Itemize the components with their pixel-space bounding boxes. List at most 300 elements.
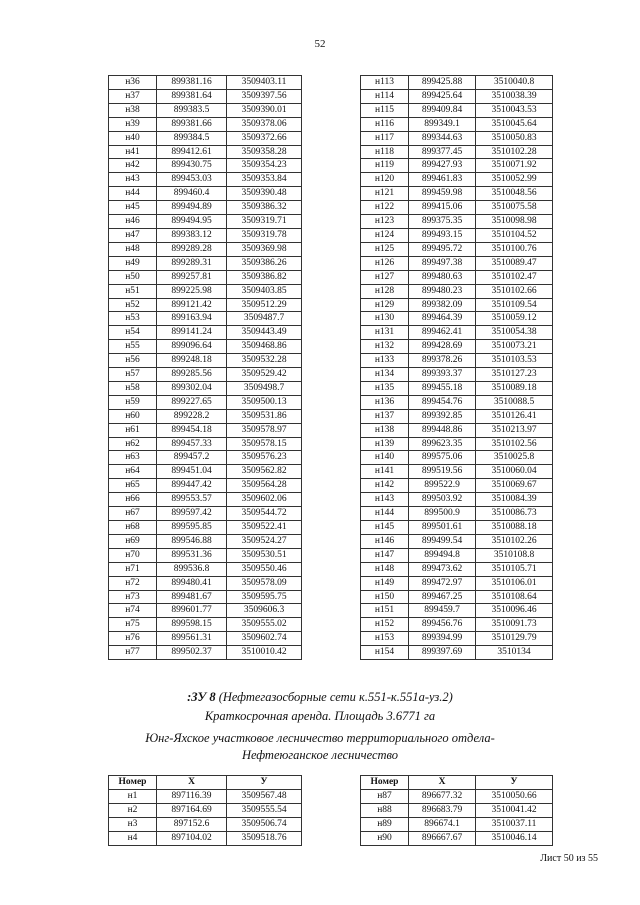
y-coordinate: 3509386.26 — [227, 256, 302, 270]
x-coordinate: 899553.57 — [157, 493, 227, 507]
point-id: н37 — [109, 89, 157, 103]
point-id: н59 — [109, 395, 157, 409]
y-coordinate: 3510054.38 — [476, 326, 553, 340]
x-coordinate: 899459.98 — [409, 187, 476, 201]
x-coordinate: 899448.86 — [409, 423, 476, 437]
x-coordinate: 899248.18 — [157, 354, 227, 368]
x-coordinate: 899494.89 — [157, 201, 227, 215]
point-id: н129 — [361, 298, 409, 312]
y-coordinate: 3510069.67 — [476, 479, 553, 493]
x-coordinate: 899455.18 — [409, 381, 476, 395]
y-coordinate: 3510040.8 — [476, 76, 553, 90]
y-coordinate: 3509358.28 — [227, 145, 302, 159]
x-coordinate: 899494.95 — [157, 215, 227, 229]
table-row — [361, 131, 553, 145]
point-id: н41 — [109, 145, 157, 159]
y-coordinate: 3510073.21 — [476, 340, 553, 354]
table-row — [361, 368, 553, 382]
x-coordinate: 899473.62 — [409, 562, 476, 576]
y-coordinate: 3510089.18 — [476, 381, 553, 395]
section-title — [0, 690, 640, 705]
point-id: н115 — [361, 103, 409, 117]
table-row — [361, 76, 553, 90]
table-row — [361, 103, 553, 117]
table-row — [109, 789, 302, 803]
point-id: н52 — [109, 298, 157, 312]
table-row — [109, 831, 302, 845]
point-id: н71 — [109, 562, 157, 576]
table-row — [109, 76, 302, 90]
x-coordinate: 899377.45 — [409, 145, 476, 159]
table-row — [361, 521, 553, 535]
y-coordinate: 3510041.42 — [476, 803, 553, 817]
point-id: н45 — [109, 201, 157, 215]
table-row — [361, 215, 553, 229]
table-row — [109, 215, 302, 229]
point-id: н75 — [109, 618, 157, 632]
column-header: Номер — [109, 776, 157, 790]
y-coordinate: 3510071.92 — [476, 159, 553, 173]
table-row — [361, 576, 553, 590]
table-row — [361, 228, 553, 242]
x-coordinate: 899425.88 — [409, 76, 476, 90]
x-coordinate: 899459.7 — [409, 604, 476, 618]
column-header: X — [157, 776, 227, 790]
x-coordinate: 899497.38 — [409, 256, 476, 270]
x-coordinate: 899412.61 — [157, 145, 227, 159]
y-coordinate: 3510045.64 — [476, 117, 553, 131]
y-coordinate: 3509562.82 — [227, 465, 302, 479]
coordinates-table-top-left — [108, 75, 302, 660]
table-row — [109, 395, 302, 409]
point-id: н66 — [109, 493, 157, 507]
point-id: н55 — [109, 340, 157, 354]
x-coordinate: 899096.64 — [157, 340, 227, 354]
y-coordinate: 3510104.52 — [476, 228, 553, 242]
table-row — [361, 242, 553, 256]
y-coordinate: 3509524.27 — [227, 534, 302, 548]
point-id: н68 — [109, 521, 157, 535]
table-header-row — [109, 776, 302, 790]
y-coordinate: 3509319.71 — [227, 215, 302, 229]
x-coordinate: 899427.93 — [409, 159, 476, 173]
table-row — [109, 604, 302, 618]
point-id: н131 — [361, 326, 409, 340]
table-row — [109, 89, 302, 103]
point-id: н61 — [109, 423, 157, 437]
point-id: н147 — [361, 548, 409, 562]
x-coordinate: 899461.83 — [409, 173, 476, 187]
page-number: 52 — [314, 38, 326, 50]
y-coordinate: 3510108.8 — [476, 548, 553, 562]
x-coordinate: 896674.1 — [409, 817, 476, 831]
table-row — [109, 145, 302, 159]
point-id: н42 — [109, 159, 157, 173]
x-coordinate: 899397.69 — [409, 646, 476, 660]
y-coordinate: 3509443.49 — [227, 326, 302, 340]
point-id: н89 — [361, 817, 409, 831]
point-id: н73 — [109, 590, 157, 604]
y-coordinate: 3509319.78 — [227, 228, 302, 242]
y-coordinate: 3509386.32 — [227, 201, 302, 215]
x-coordinate: 899375.35 — [409, 215, 476, 229]
x-coordinate: 899425.64 — [409, 89, 476, 103]
x-coordinate: 899480.23 — [409, 284, 476, 298]
y-coordinate: 3510084.39 — [476, 493, 553, 507]
point-id: н72 — [109, 576, 157, 590]
x-coordinate: 899460.4 — [157, 187, 227, 201]
y-coordinate: 3509564.28 — [227, 479, 302, 493]
table-row — [361, 548, 553, 562]
y-coordinate: 3509403.11 — [227, 76, 302, 90]
x-coordinate: 899503.92 — [409, 493, 476, 507]
x-coordinate: 899462.41 — [409, 326, 476, 340]
point-id: н74 — [109, 604, 157, 618]
y-coordinate: 3509353.84 — [227, 173, 302, 187]
table-row — [109, 131, 302, 145]
coordinates-table-bottom-right — [360, 775, 553, 846]
table-row — [361, 646, 553, 660]
coordinates-table-top-right — [360, 75, 553, 660]
x-coordinate: 899302.04 — [157, 381, 227, 395]
y-coordinate: 3509372.66 — [227, 131, 302, 145]
point-id: н36 — [109, 76, 157, 90]
point-id: н88 — [361, 803, 409, 817]
table-row — [361, 340, 553, 354]
table-header-row — [361, 776, 553, 790]
y-coordinate: 3510102.28 — [476, 145, 553, 159]
x-coordinate: 899546.88 — [157, 534, 227, 548]
y-coordinate: 3510096.46 — [476, 604, 553, 618]
point-id: н146 — [361, 534, 409, 548]
x-coordinate: 899225.98 — [157, 284, 227, 298]
y-coordinate: 3509390.01 — [227, 103, 302, 117]
table-row — [109, 354, 302, 368]
y-coordinate: 3510108.64 — [476, 590, 553, 604]
table-row — [361, 201, 553, 215]
table-row — [109, 423, 302, 437]
y-coordinate: 3510050.83 — [476, 131, 553, 145]
point-id: н116 — [361, 117, 409, 131]
y-coordinate: 3509512.29 — [227, 298, 302, 312]
y-coordinate: 3509578.97 — [227, 423, 302, 437]
table-row — [109, 451, 302, 465]
x-coordinate: 899493.15 — [409, 228, 476, 242]
table-row — [109, 548, 302, 562]
x-coordinate: 899499.54 — [409, 534, 476, 548]
table-row — [109, 270, 302, 284]
y-coordinate: 3509606.3 — [227, 604, 302, 618]
table-row — [361, 479, 553, 493]
point-id: н113 — [361, 76, 409, 90]
point-id: н138 — [361, 423, 409, 437]
x-coordinate: 899501.61 — [409, 521, 476, 535]
table-row — [109, 326, 302, 340]
x-coordinate: 899392.85 — [409, 409, 476, 423]
x-coordinate: 899349.1 — [409, 117, 476, 131]
x-coordinate: 899481.67 — [157, 590, 227, 604]
x-coordinate: 899502.37 — [157, 646, 227, 660]
table-row — [109, 521, 302, 535]
point-id: н4 — [109, 831, 157, 845]
x-coordinate: 899519.56 — [409, 465, 476, 479]
x-coordinate: 899257.81 — [157, 270, 227, 284]
y-coordinate: 3510088.5 — [476, 395, 553, 409]
point-id: н118 — [361, 145, 409, 159]
point-id: н63 — [109, 451, 157, 465]
x-coordinate: 899522.9 — [409, 479, 476, 493]
x-coordinate: 899575.06 — [409, 451, 476, 465]
point-id: н48 — [109, 242, 157, 256]
x-coordinate: 899415.06 — [409, 201, 476, 215]
x-coordinate: 896677.32 — [409, 789, 476, 803]
table-row — [361, 256, 553, 270]
x-coordinate: 899495.72 — [409, 242, 476, 256]
x-coordinate: 899428.69 — [409, 340, 476, 354]
x-coordinate: 896667.67 — [409, 831, 476, 845]
x-coordinate: 899480.63 — [409, 270, 476, 284]
y-coordinate: 3510102.56 — [476, 437, 553, 451]
table-row — [361, 145, 553, 159]
point-id: н121 — [361, 187, 409, 201]
y-coordinate: 3509390.48 — [227, 187, 302, 201]
y-coordinate: 3509532.28 — [227, 354, 302, 368]
point-id: н152 — [361, 618, 409, 632]
y-coordinate: 3510098.98 — [476, 215, 553, 229]
table-row — [361, 326, 553, 340]
point-id: н132 — [361, 340, 409, 354]
y-coordinate: 3509550.46 — [227, 562, 302, 576]
x-coordinate: 897164.69 — [157, 803, 227, 817]
y-coordinate: 3510134 — [476, 646, 553, 660]
coordinates-table-bottom-left — [108, 775, 302, 846]
point-id: н142 — [361, 479, 409, 493]
x-coordinate: 899454.18 — [157, 423, 227, 437]
table-row — [361, 409, 553, 423]
point-id: н126 — [361, 256, 409, 270]
point-id: н120 — [361, 173, 409, 187]
point-id: н114 — [361, 89, 409, 103]
table-row — [109, 368, 302, 382]
table-row — [361, 381, 553, 395]
y-coordinate: 3510046.14 — [476, 831, 553, 845]
table-row — [361, 354, 553, 368]
point-id: н87 — [361, 789, 409, 803]
point-id: н53 — [109, 312, 157, 326]
point-id: н64 — [109, 465, 157, 479]
x-coordinate: 899597.42 — [157, 507, 227, 521]
table-row — [361, 451, 553, 465]
y-coordinate: 3509530.51 — [227, 548, 302, 562]
table-row — [109, 803, 302, 817]
x-coordinate: 899456.76 — [409, 618, 476, 632]
forestry-line-2: Нефтеюганское лесничество — [241, 748, 399, 762]
x-coordinate: 899467.25 — [409, 590, 476, 604]
sheet-label: Лист 50 из 55 — [540, 853, 598, 864]
point-id: н133 — [361, 354, 409, 368]
forestry-line-1: Юнг-Яхское участковое лесничество территориального отдела- — [145, 731, 495, 745]
table-row — [109, 534, 302, 548]
table-row — [109, 256, 302, 270]
table-row — [361, 270, 553, 284]
x-coordinate: 899381.64 — [157, 89, 227, 103]
x-coordinate: 899289.28 — [157, 242, 227, 256]
y-coordinate: 3509498.7 — [227, 381, 302, 395]
point-id: н65 — [109, 479, 157, 493]
y-coordinate: 3510025.8 — [476, 451, 553, 465]
y-coordinate: 3510048.56 — [476, 187, 553, 201]
x-coordinate: 899447.42 — [157, 479, 227, 493]
x-coordinate: 899453.03 — [157, 173, 227, 187]
table-row — [109, 562, 302, 576]
table-row — [109, 507, 302, 521]
table-row — [361, 312, 553, 326]
table-row — [109, 201, 302, 215]
point-id: н125 — [361, 242, 409, 256]
point-id: н60 — [109, 409, 157, 423]
table-row — [361, 187, 553, 201]
x-coordinate: 899595.85 — [157, 521, 227, 535]
x-coordinate: 899121.42 — [157, 298, 227, 312]
y-coordinate: 3509354.23 — [227, 159, 302, 173]
y-coordinate: 3509555.02 — [227, 618, 302, 632]
point-id: н56 — [109, 354, 157, 368]
x-coordinate: 899378.26 — [409, 354, 476, 368]
x-coordinate: 899500.9 — [409, 507, 476, 521]
y-coordinate: 3510060.04 — [476, 465, 553, 479]
point-id: н62 — [109, 437, 157, 451]
y-coordinate: 3509529.42 — [227, 368, 302, 382]
table-row — [109, 312, 302, 326]
x-coordinate: 899381.66 — [157, 117, 227, 131]
y-coordinate: 3509567.48 — [227, 789, 302, 803]
point-id: н148 — [361, 562, 409, 576]
x-coordinate: 899381.16 — [157, 76, 227, 90]
x-coordinate: 899382.09 — [409, 298, 476, 312]
x-coordinate: 899457.2 — [157, 451, 227, 465]
x-coordinate: 899344.63 — [409, 131, 476, 145]
y-coordinate: 3510038.39 — [476, 89, 553, 103]
point-id: н50 — [109, 270, 157, 284]
table-row — [361, 618, 553, 632]
point-id: н143 — [361, 493, 409, 507]
x-coordinate: 899536.8 — [157, 562, 227, 576]
point-id: н69 — [109, 534, 157, 548]
y-coordinate: 3509487.7 — [227, 312, 302, 326]
y-coordinate: 3510089.47 — [476, 256, 553, 270]
column-header: У — [476, 776, 553, 790]
point-id: н136 — [361, 395, 409, 409]
point-id: н40 — [109, 131, 157, 145]
point-id: н149 — [361, 576, 409, 590]
table-row — [361, 493, 553, 507]
table-row — [109, 242, 302, 256]
y-coordinate: 3510037.11 — [476, 817, 553, 831]
table-row — [109, 381, 302, 395]
point-id: н2 — [109, 803, 157, 817]
y-coordinate: 3509397.56 — [227, 89, 302, 103]
y-coordinate: 3509468.86 — [227, 340, 302, 354]
x-coordinate: 899457.33 — [157, 437, 227, 451]
y-coordinate: 3509403.85 — [227, 284, 302, 298]
x-coordinate: 897104.02 — [157, 831, 227, 845]
x-coordinate: 899163.94 — [157, 312, 227, 326]
point-id: н144 — [361, 507, 409, 521]
table-row — [109, 576, 302, 590]
point-id: н38 — [109, 103, 157, 117]
point-id: н135 — [361, 381, 409, 395]
y-coordinate: 3510075.58 — [476, 201, 553, 215]
y-coordinate: 3510102.47 — [476, 270, 553, 284]
table-row — [361, 604, 553, 618]
y-coordinate: 3509544.72 — [227, 507, 302, 521]
point-id: н58 — [109, 381, 157, 395]
x-coordinate: 899598.15 — [157, 618, 227, 632]
y-coordinate: 3510088.18 — [476, 521, 553, 535]
table-row — [361, 298, 553, 312]
y-coordinate: 3509369.98 — [227, 242, 302, 256]
x-coordinate: 899472.97 — [409, 576, 476, 590]
table-row — [361, 562, 553, 576]
table-row — [109, 173, 302, 187]
y-coordinate: 3509578.15 — [227, 437, 302, 451]
x-coordinate: 899531.36 — [157, 548, 227, 562]
point-id: н47 — [109, 228, 157, 242]
point-id: н124 — [361, 228, 409, 242]
point-id: н145 — [361, 521, 409, 535]
x-coordinate: 899383.12 — [157, 228, 227, 242]
x-coordinate: 899227.65 — [157, 395, 227, 409]
table-row — [361, 831, 553, 845]
point-id: н70 — [109, 548, 157, 562]
table-row — [109, 632, 302, 646]
point-id: н128 — [361, 284, 409, 298]
x-coordinate: 899383.5 — [157, 103, 227, 117]
table-row — [361, 632, 553, 646]
x-coordinate: 899601.77 — [157, 604, 227, 618]
table-row — [109, 284, 302, 298]
table-row — [361, 423, 553, 437]
x-coordinate: 899394.99 — [409, 632, 476, 646]
table-row — [361, 817, 553, 831]
y-coordinate: 3509555.54 — [227, 803, 302, 817]
table-row — [109, 103, 302, 117]
x-coordinate: 899494.8 — [409, 548, 476, 562]
y-coordinate: 3509506.74 — [227, 817, 302, 831]
x-coordinate: 899451.04 — [157, 465, 227, 479]
point-id: н57 — [109, 368, 157, 382]
y-coordinate: 3510126.41 — [476, 409, 553, 423]
y-coordinate: 3509518.76 — [227, 831, 302, 845]
table-row — [109, 479, 302, 493]
y-coordinate: 3510129.79 — [476, 632, 553, 646]
point-id: н153 — [361, 632, 409, 646]
y-coordinate: 3510105.71 — [476, 562, 553, 576]
x-coordinate: 899480.41 — [157, 576, 227, 590]
x-coordinate: 899393.37 — [409, 368, 476, 382]
table-row — [361, 789, 553, 803]
column-header: Номер — [361, 776, 409, 790]
x-coordinate: 899228.2 — [157, 409, 227, 423]
point-id: н123 — [361, 215, 409, 229]
point-id: н67 — [109, 507, 157, 521]
y-coordinate: 3509576.23 — [227, 451, 302, 465]
y-coordinate: 3510050.66 — [476, 789, 553, 803]
table-row — [109, 187, 302, 201]
point-id: н3 — [109, 817, 157, 831]
table-row — [109, 159, 302, 173]
table-row — [361, 117, 553, 131]
